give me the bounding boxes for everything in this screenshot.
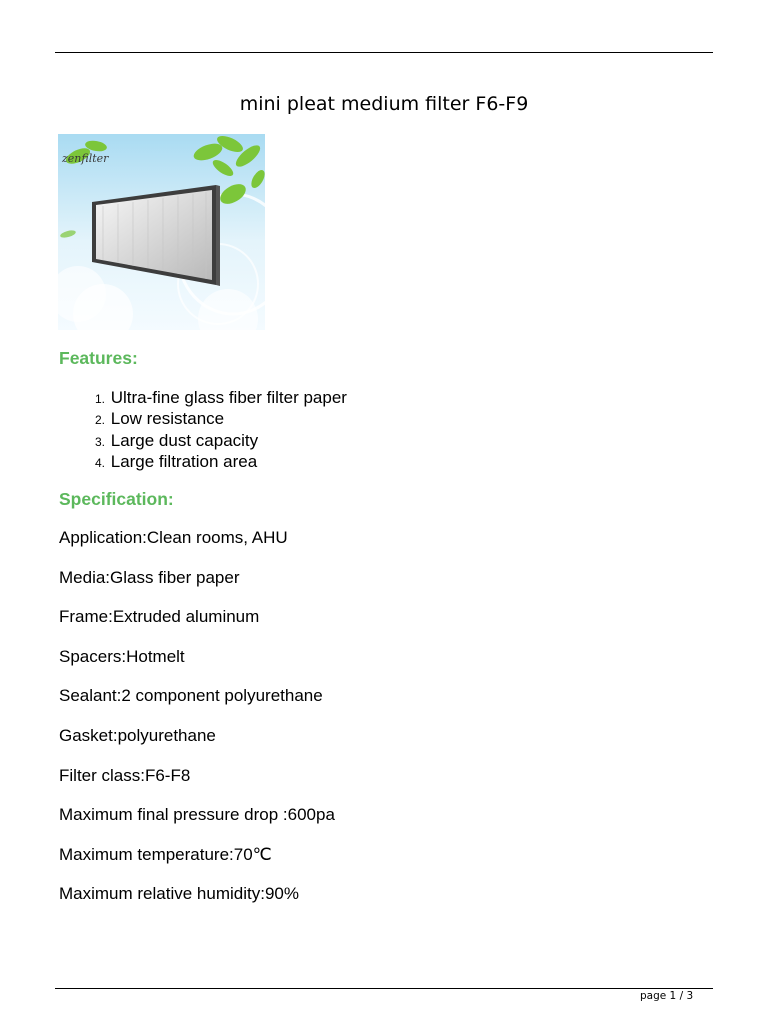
specification-heading: Specification:: [59, 489, 174, 509]
features-list: [59, 387, 347, 472]
filter-product-illustration: [58, 134, 265, 330]
spec-pressure-drop: Maximum final pressure drop :600pa: [59, 805, 335, 825]
document-title: mini pleat medium filter F6-F9: [239, 93, 529, 115]
list-item: [59, 408, 347, 429]
list-number: 4.: [94, 455, 105, 470]
spec-filter-class: Filter class:F6-F8: [59, 765, 191, 785]
list-item: [59, 451, 347, 472]
spec-temperature: Maximum temperature:70℃: [59, 844, 272, 864]
feature-text: Large dust capacity: [110, 430, 259, 450]
specification-list: [59, 528, 335, 924]
features-heading: Features:: [59, 348, 138, 368]
page-number: page 1 / 3: [640, 990, 694, 1002]
list-number: 2.: [94, 413, 105, 428]
list-number: 1.: [94, 392, 105, 406]
product-image: [58, 134, 265, 330]
feature-text: Low resistance: [110, 409, 225, 429]
list-item: [59, 387, 347, 408]
spec-frame: Frame:Extruded aluminum: [59, 607, 260, 627]
spec-humidity: Maximum relative humidity:90%: [59, 884, 299, 904]
spec-gasket: Gasket:polyurethane: [59, 725, 216, 745]
list-item: [59, 430, 347, 451]
brand-logo-text: zenfilter: [62, 152, 109, 165]
feature-text: Ultra-fine glass fiber filter paper: [110, 388, 347, 407]
footer-rule: [55, 988, 713, 989]
header-rule: [55, 52, 713, 53]
list-number: 3.: [94, 434, 105, 449]
spec-sealant: Sealant:2 component polyurethane: [59, 686, 323, 706]
spec-application: Application:Clean rooms, AHU: [59, 528, 288, 547]
spec-media: Media:Glass fiber paper: [59, 567, 240, 587]
spec-spacers: Spacers:Hotmelt: [59, 646, 185, 666]
feature-text: Large filtration area: [110, 451, 258, 471]
